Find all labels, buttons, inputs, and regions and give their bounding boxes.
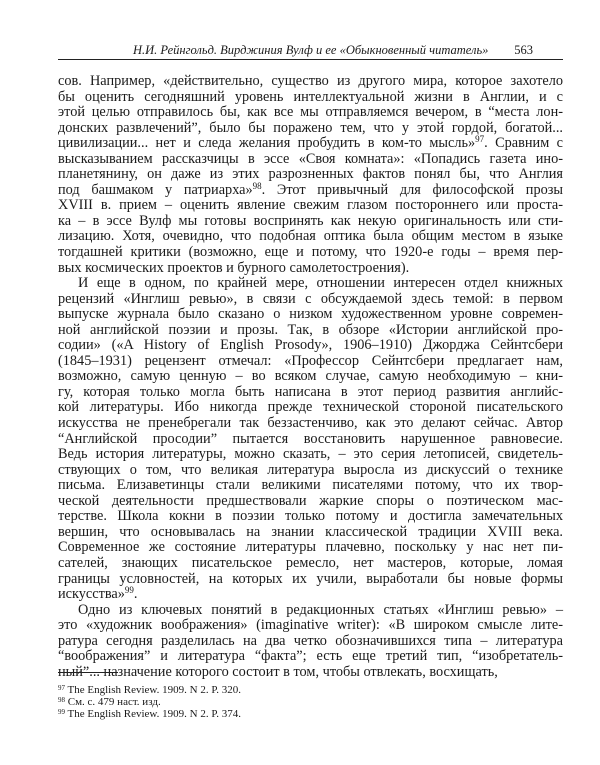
text-line xyxy=(58,416,563,432)
text-line xyxy=(58,587,563,603)
text-segment: ка – в эссе Вулф мы готовы воспринять как некую оригинальность или сти- xyxy=(58,212,563,229)
text-line xyxy=(58,74,563,90)
text-segment: рецензий «Инглиш ревью», в связи с обсуждаемой здесь темой: в первом xyxy=(58,290,563,307)
paragraph xyxy=(58,74,563,276)
text-segment: “воображения” и литература “факта”; есть еще третий тип, “изобретатель- xyxy=(58,648,563,665)
text-line xyxy=(58,432,563,448)
footnote-reference[interactable]: 98 xyxy=(252,180,262,191)
text-line xyxy=(58,90,563,106)
footnote xyxy=(58,684,241,696)
text-line xyxy=(58,649,563,665)
text-line xyxy=(58,447,563,463)
text-segment: этой целью отправилось бы, как все мы отправляемся вечером, в “места лон- xyxy=(58,104,563,121)
text-line xyxy=(58,540,563,556)
text-line xyxy=(58,276,563,292)
footnote-text: The English Review. 1909. N 2. P. 320. xyxy=(65,684,241,696)
text-segment: планетянину, он даже из этих разрозненных фактов понял бы, что Англия xyxy=(58,166,563,183)
text-segment: ствующих о том, что великая литература выросла из дискуссий о технике xyxy=(58,461,563,478)
text-segment: сов. Например, «действительно, существо из другого мира, которое захотело xyxy=(58,73,563,89)
text-segment: цивилизации... нет и следа желания пробудить в ком-то мысль» xyxy=(58,135,476,152)
text-segment: Ведь история литературы, можно сказать, – это серия летописей, свидетель- xyxy=(58,446,563,463)
text-line xyxy=(58,634,563,650)
text-segment: XVIII в. прием – оценить явление свежим глазом постороннего или проста- xyxy=(58,197,563,214)
page-number: 563 xyxy=(514,43,533,57)
text-segment: письма. Елизаветинцы стали великими писателями потому, что их твор- xyxy=(58,477,563,494)
footnote xyxy=(58,708,241,720)
text-line xyxy=(58,323,563,339)
text-line xyxy=(58,478,563,494)
text-line xyxy=(58,167,563,183)
paragraph xyxy=(58,276,563,602)
paragraph xyxy=(58,603,563,681)
text-line xyxy=(58,494,563,510)
text-segment: ратура сегодня разделилась на два четко обозначившихся типа – литература xyxy=(58,632,563,649)
text-segment: под башмаком у патриарха» xyxy=(58,181,253,198)
text-line xyxy=(58,525,563,541)
body-text xyxy=(58,74,563,680)
text-line xyxy=(58,261,563,277)
text-segment: донских развлечений”, было бы поражено тем, что у этой гордой, богатой... xyxy=(58,119,563,136)
text-line xyxy=(58,245,563,261)
text-line xyxy=(58,665,563,681)
text-line xyxy=(58,121,563,137)
text-line xyxy=(58,338,563,354)
text-line xyxy=(58,369,563,385)
footnotes xyxy=(58,684,241,720)
text-segment: границы условностей, на которых их учили, выработали бы новые формы xyxy=(58,570,563,587)
text-line xyxy=(58,400,563,416)
text-line xyxy=(58,618,563,634)
text-line xyxy=(58,556,563,572)
text-segment: тогдашней критики (возможно, еще и потому, что 1920-е годы – время пер- xyxy=(58,244,563,261)
text-segment: терстве. Школа кокни в поэзии только потому и достигла замечательных xyxy=(58,508,563,525)
text-line xyxy=(58,292,563,308)
text-segment: бы оценить сегодняшний уровень интеллектуальной жизни в Англии, и с xyxy=(58,88,563,105)
footnote-number: 99 xyxy=(58,708,65,716)
text-segment: вых космических проектов и бурного самолетостроения). xyxy=(58,259,410,276)
footnote-reference[interactable]: 99 xyxy=(124,585,134,596)
text-line xyxy=(58,385,563,401)
text-segment: выпуске журнала было сказано о низком художественном уровне современ- xyxy=(58,306,563,323)
text-line xyxy=(58,354,563,370)
text-line xyxy=(58,463,563,479)
text-segment: искусства не пренебрегали так беззастенчиво, как это делают сейчас. Автор xyxy=(58,415,563,432)
footnote-text: См. с. 479 наст. изд. xyxy=(65,696,161,708)
text-line xyxy=(58,180,563,199)
text-segment: Одно из ключевых понятий в редакционных статьях «Инглиш ревью» – xyxy=(78,601,563,618)
text-segment: сателей, знающих писательское ремесло, нет мастеров, которые, ломая xyxy=(58,554,563,571)
text-segment: ной английской поэзии и прозы. Так, в обзоре «Истории английской про- xyxy=(58,321,563,338)
footnote-number: 98 xyxy=(58,696,65,704)
footnote-text: The English Review. 1909. N 2. P. 374. xyxy=(65,708,241,720)
text-segment: . Этот привычный для философской прозы xyxy=(261,181,563,198)
text-segment: (1845–1931) рецензент отмечал: «Профессор Сейнтсбери предлагает нам, xyxy=(58,352,563,369)
text-segment: ный”... назначение которого состоит в том, чтобы отвлекать, восхищать, xyxy=(58,663,498,680)
text-line xyxy=(58,152,563,168)
footnote xyxy=(58,696,241,708)
footnote-reference[interactable]: 97 xyxy=(475,134,485,145)
text-line xyxy=(58,509,563,525)
text-segment: кой литературы. Ибо никогда прежде технической стороной писательского xyxy=(58,399,563,416)
running-title: Н.И. Рейнгольд. Вирджиния Вулф и ее «Обыкновенный читатель» xyxy=(133,43,489,57)
text-segment: искусства» xyxy=(58,586,125,603)
text-segment: Современное же состояние литературы плачевно, поскольку у нас нет пи- xyxy=(58,539,563,556)
text-segment: . Сравним с xyxy=(484,135,563,152)
text-segment: лизацию. Хотя, очевидно, что подобная оптика была общим местом в языке xyxy=(58,228,563,245)
text-line xyxy=(58,307,563,323)
running-header xyxy=(58,42,563,60)
text-segment: . xyxy=(133,586,138,603)
text-line xyxy=(58,603,563,619)
text-segment: гу, которая только могла быть написана в этот период развития английс- xyxy=(58,383,563,400)
text-segment: содии» («A History of English Prosody», 1906–1910) Джорджа Сейнтсбери xyxy=(58,337,563,354)
text-line xyxy=(58,198,563,214)
text-segment: это «художник воображения» (imaginative writer): «В широком смысле лите- xyxy=(58,617,563,634)
text-segment: “Английской просодии” пытается восстановить нарушенное равновесие. xyxy=(58,430,563,447)
footnote-number: 97 xyxy=(58,684,65,692)
text-line xyxy=(58,214,563,230)
text-line xyxy=(58,105,563,121)
text-segment: возможно, самую ценную – во всяком случае, самую необходимую – кни- xyxy=(58,368,563,385)
text-segment: ческой деятельности предшествовали жаркие споры о поэтическом мас- xyxy=(58,492,563,509)
text-segment: высказыванием рассказчицы в эссе «Своя комната»: «Попадись газета ино- xyxy=(58,150,563,167)
text-line xyxy=(58,136,563,152)
text-segment: вершин, что основывалась на знании классической традиции XVIII века. xyxy=(58,523,563,540)
text-segment: И еще в одном, по крайней мере, отношении интересен отдел книжных xyxy=(78,275,563,292)
footnote-divider xyxy=(58,672,118,673)
text-line xyxy=(58,229,563,245)
